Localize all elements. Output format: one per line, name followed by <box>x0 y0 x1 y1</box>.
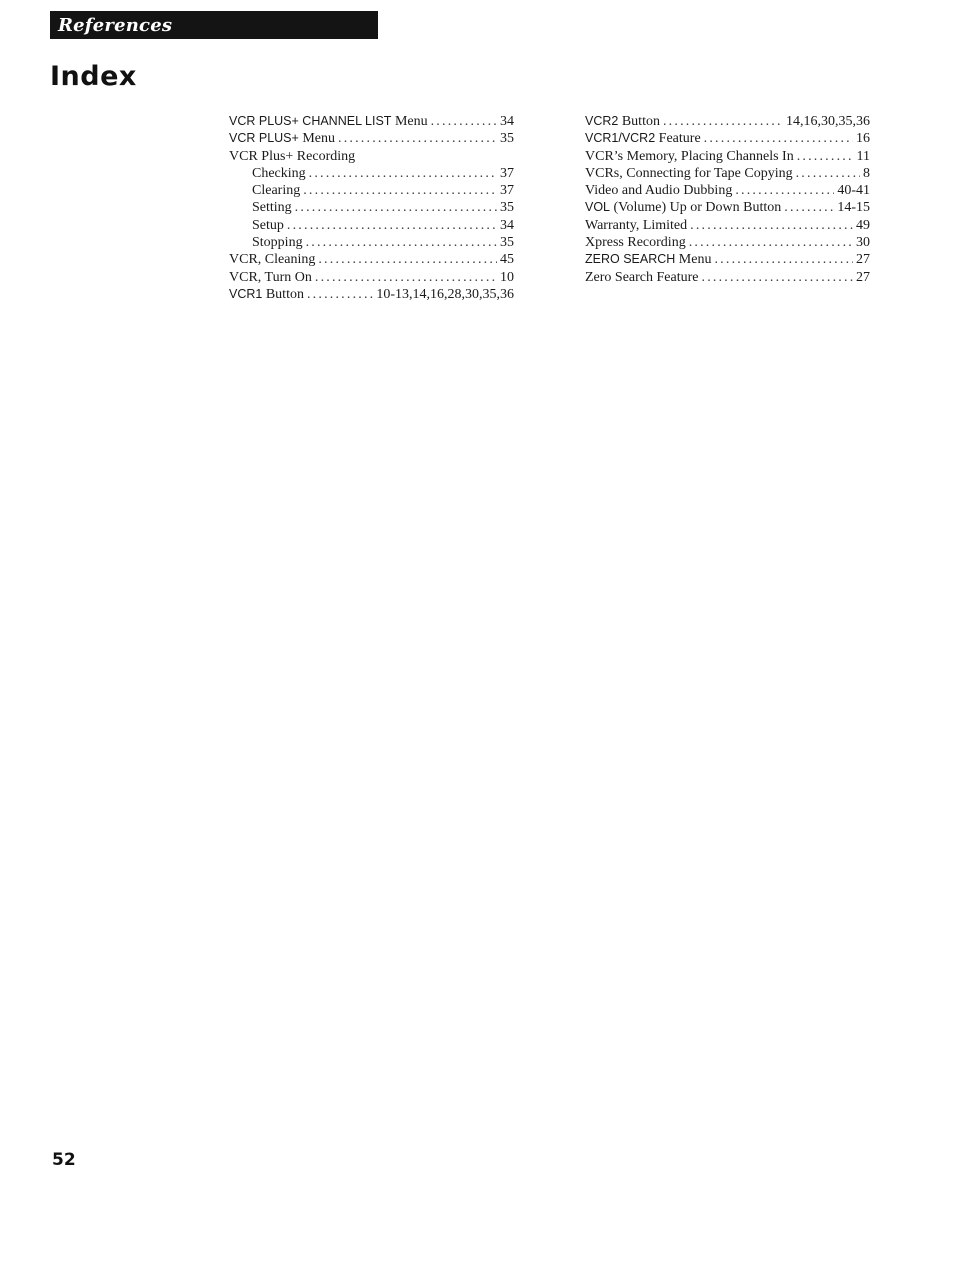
index-term-keyword: ZERO SEARCH <box>585 252 676 267</box>
index-entry <box>585 148 870 165</box>
index-term <box>585 199 781 216</box>
index-column-left <box>229 113 514 303</box>
index-term <box>252 165 306 182</box>
index-term <box>252 199 292 216</box>
dot-leader <box>318 251 497 268</box>
index-term-text: Feature <box>655 131 701 147</box>
index-page-refs: 10 <box>500 269 514 285</box>
index-term <box>585 182 732 199</box>
index-entry <box>229 251 514 268</box>
dot-leader <box>303 182 497 199</box>
index-page-refs: 11 <box>856 148 870 164</box>
dot-leader <box>704 130 853 147</box>
index-term-text: Menu <box>298 131 335 147</box>
index-entry <box>585 182 870 199</box>
index-entry <box>585 113 870 130</box>
dot-leader <box>784 199 834 216</box>
dot-leader <box>797 148 854 165</box>
index-entry <box>229 130 514 147</box>
dot-leader <box>287 217 497 234</box>
dot-leader <box>690 217 853 234</box>
index-term-keyword: VCR1 <box>229 286 263 301</box>
index-term-text: Video and Audio Dubbing <box>585 183 733 199</box>
section-header-bar <box>50 11 378 39</box>
index-page-refs: 40-41 <box>837 183 870 199</box>
index-term <box>229 269 312 286</box>
index-entry <box>585 165 870 182</box>
index-term-text: Clearing <box>252 183 301 199</box>
index-term <box>585 113 660 130</box>
index-term-text: Menu <box>391 114 428 129</box>
index-page-refs: 37 <box>500 165 514 181</box>
index-term-keyword: VCR PLUS+ CHANNEL LIST <box>229 114 392 128</box>
index-term-text: Warranty, Limited <box>585 217 688 233</box>
index-page-refs: 27 <box>856 269 870 285</box>
index-page-refs: 8 <box>863 165 870 181</box>
index-page-refs: 35 <box>500 131 514 147</box>
index-entry <box>585 130 870 147</box>
index-term-keyword: VOL <box>585 200 611 215</box>
dot-leader <box>663 113 783 130</box>
index-entry <box>229 113 514 130</box>
page-number: 52 <box>52 1150 76 1170</box>
index-page-refs: 10-13,14,16,28,30,35,36 <box>376 286 514 302</box>
index-entry <box>585 234 870 251</box>
index-entry <box>229 148 514 165</box>
index-term-text: Zero Search Feature <box>585 269 699 285</box>
index-term <box>229 148 355 165</box>
index-page-refs: 37 <box>500 183 514 199</box>
index-term-text: VCR Plus+ Recording <box>229 148 356 164</box>
index-entry <box>229 182 514 199</box>
index-term <box>229 286 304 303</box>
index-entry <box>585 269 870 286</box>
index-page-refs: 14,16,30,35,36 <box>786 114 870 129</box>
index-term <box>229 130 335 147</box>
index-term-text: VCR, Cleaning <box>229 252 316 268</box>
dot-leader <box>714 251 853 268</box>
dot-leader <box>306 234 497 251</box>
dot-leader <box>796 165 860 182</box>
section-label: References <box>58 14 173 36</box>
index-term <box>252 182 300 199</box>
index-entry <box>585 217 870 234</box>
index-term <box>585 269 699 286</box>
dot-leader <box>702 269 854 286</box>
index-page-refs: 49 <box>856 217 870 233</box>
index-term-text: Button <box>262 286 304 302</box>
index-entry <box>229 165 514 182</box>
index-term <box>585 130 701 147</box>
index-term <box>585 217 687 234</box>
index-page-refs: 34 <box>500 114 514 129</box>
index-term-text: VCR, Turn On <box>229 269 312 285</box>
dot-leader <box>307 286 373 303</box>
index-entry <box>585 251 870 268</box>
dot-leader <box>309 165 497 182</box>
index-term-text: (Volume) Up or Down Button <box>610 200 782 216</box>
index-entry <box>229 199 514 216</box>
index-term-text: Setup <box>252 217 284 233</box>
index-page-refs: 35 <box>500 235 514 251</box>
index-entry <box>229 269 514 286</box>
dot-leader <box>295 199 497 216</box>
index-page-refs: 34 <box>500 217 514 233</box>
index-term <box>229 113 428 130</box>
index-term-text: Xpress Recording <box>585 235 686 251</box>
index-term <box>252 217 284 234</box>
index-entry <box>229 217 514 234</box>
index-column-right <box>585 113 870 286</box>
page-title: Index <box>50 61 137 92</box>
index-entry <box>585 199 870 216</box>
index-page-refs: 16 <box>856 131 870 147</box>
index-term-keyword: VCR1/VCR2 <box>585 131 656 146</box>
index-page-refs: 30 <box>856 235 870 251</box>
index-term <box>252 234 303 251</box>
index-entry <box>229 286 514 303</box>
index-term <box>585 234 686 251</box>
dot-leader <box>735 182 834 199</box>
index-term <box>585 148 794 165</box>
dot-leader <box>431 113 497 130</box>
index-term <box>585 165 793 182</box>
index-term-text: Stopping <box>252 235 303 251</box>
index-page-refs: 27 <box>856 252 870 268</box>
index-page-refs: 35 <box>500 200 514 216</box>
index-term-text: Setting <box>252 200 292 216</box>
index-term-text: VCRs, Connecting for Tape Copying <box>585 165 793 181</box>
index-term-text: VCR’s Memory, Placing Channels In <box>585 148 794 164</box>
index-term-text: Button <box>618 114 660 129</box>
index-term <box>229 251 315 268</box>
dot-leader <box>315 269 497 286</box>
dot-leader <box>689 234 853 251</box>
index-page-refs: 14-15 <box>837 200 870 216</box>
index-term-text: Checking <box>252 165 306 181</box>
index-term-keyword: VCR PLUS+ <box>229 131 299 146</box>
index-page-refs: 45 <box>500 252 514 268</box>
dot-leader <box>338 130 497 147</box>
index-term-text: Menu <box>675 252 712 268</box>
index-entry <box>229 234 514 251</box>
index-term-keyword: VCR2 <box>585 114 619 128</box>
index-term <box>585 251 711 268</box>
